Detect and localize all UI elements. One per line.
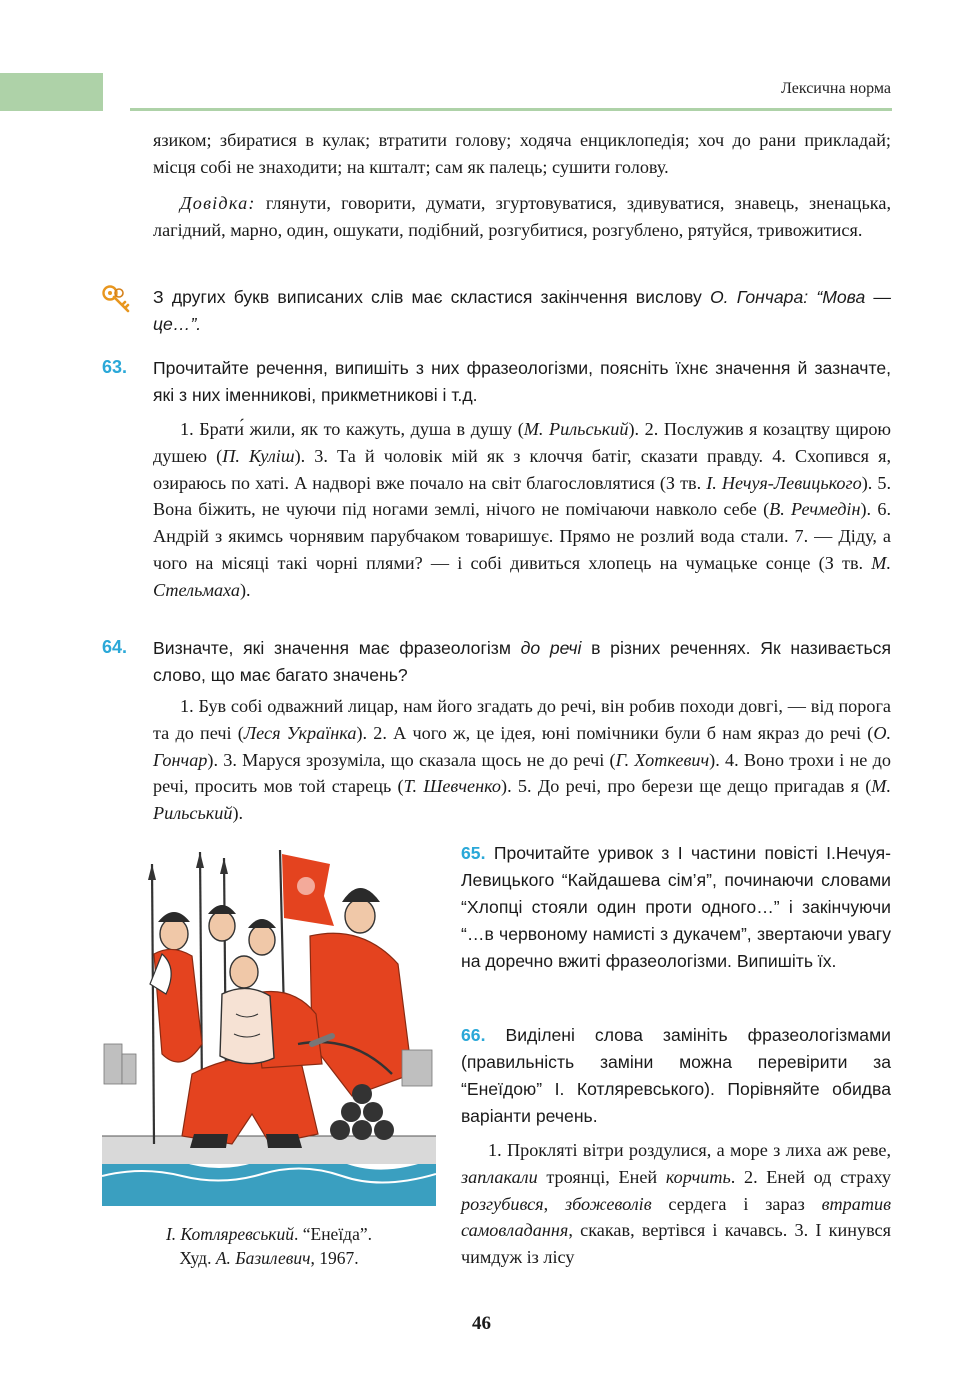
exercise-66-sentences	[461, 1137, 891, 1271]
exercise-64-task	[153, 635, 891, 689]
ex64-s4: ). 4. Воно трохи і не до речі, просить мов той старець (	[153, 749, 891, 797]
key-task-author: О. Гончара:	[709, 287, 809, 307]
ex66-s3: . 2. Еней од страху	[730, 1166, 892, 1187]
exercise-66-body: Виділені слова замініть фразеологізмами (правильність заміни можна перевірити за “Енеїдою” І. Котляревського). Порівняйте обидва варіанти речень.	[461, 1025, 891, 1126]
intro-paragraph	[153, 127, 891, 181]
ex66-emphasis-5: втратив самовладання	[461, 1193, 891, 1241]
key-task-part-a: З других букв виписаних слів має скластися закінчення вислову	[153, 287, 710, 307]
ex63-author-2: П. Куліш	[222, 445, 295, 466]
exercise-65-text	[461, 840, 891, 975]
exercise-65	[461, 840, 891, 975]
ex64-s2: ). 2. А чого ж, це ідея, юні помічники були б нам якраз до речі (	[356, 722, 874, 743]
ex66-s4: ,	[543, 1193, 566, 1214]
ex63-s4: ). 5. Вона біжить, не чуючи під ногами землі, нічого не помічаючи навколо себе (	[153, 472, 891, 520]
ex64-author-3: Г. Хоткевич	[615, 749, 710, 770]
exercise-64	[153, 635, 891, 827]
key-task-part-b: “Мова — це…”.	[153, 287, 892, 334]
ex63-s3: ). 3. Та й чоловік мій як з клоччя батіг, сказати правду. 4. Схопився я, озираюсь по хаті. А надворі вже почало на світ благословлятися (З тв.	[153, 445, 891, 493]
page-number: 46	[472, 1313, 491, 1334]
ex63-s1: 1. Брати́ жили, як то кажуть, душа в душу (	[180, 419, 524, 439]
key-icon	[100, 283, 134, 317]
ex64-author-5: М. Рильський	[153, 776, 891, 824]
running-header: Лексична норма	[780, 80, 891, 97]
ex63-author-3: І. Нечуя-Левицького	[706, 472, 862, 493]
caption-line-2	[102, 1246, 436, 1270]
ex64-s6: ).	[232, 803, 244, 824]
exercise-66	[461, 1022, 891, 1271]
ex63-author-4: В. Речмедін	[769, 499, 861, 520]
exercise-66-number: 66.	[461, 1025, 486, 1045]
ex64-task-a: Визначте, які значення має фразеологізм	[153, 638, 521, 658]
caption-title: . “Енеїда”.	[293, 1224, 372, 1244]
ex64-author-1: Леся Українка	[243, 722, 357, 743]
exercise-63	[153, 355, 891, 604]
caption-line-1	[102, 1222, 436, 1246]
header-color-tab	[0, 73, 103, 111]
ex66-s6: , скакав, вертівся і качавсь. 3. І кинувся чимдуж із лісу	[461, 1220, 891, 1268]
ex66-s1: 1. Прокляті вітри роздулися, а море з лиха аж реве,	[488, 1140, 891, 1160]
ex63-author-1: М. Рильський	[523, 419, 629, 439]
exercise-64-sentences	[153, 693, 891, 827]
exercise-64-number: 64.	[102, 637, 128, 657]
ex64-author-4: Т. Шевченко	[403, 776, 502, 797]
caption-year: , 1967.	[310, 1248, 359, 1268]
ex66-emphasis-2: корчить	[665, 1166, 731, 1187]
dovidka-label: Довідка:	[180, 193, 256, 213]
ex66-s2: троянці, Еней	[537, 1166, 666, 1187]
exercise-65-number: 65.	[461, 843, 486, 863]
key-task-text	[153, 284, 891, 338]
caption-author: І. Котляревський	[165, 1224, 294, 1244]
ex64-s3: ). 3. Маруся зрозуміла, що сказала щось не до речі (	[207, 749, 616, 770]
ex63-author-5: М. Стельмаха	[153, 552, 891, 600]
key-task	[153, 284, 891, 338]
ex64-phrase: до речі	[520, 638, 582, 658]
ex64-task-b: в різних реченнях. Як називається слово, що має багато значень?	[153, 638, 892, 685]
dovidka-block	[153, 190, 891, 244]
caption-art-label: Худ.	[179, 1248, 216, 1268]
header-rule	[130, 108, 892, 111]
exercise-65-body: Прочитайте уривок з І частини повісті І.Нечуя-Левицького “Кайдашева сім’я”, починаючи словами “Хлопці стояли один проти одного…” і закінчуючи “…в червоному намисті з дукачем”, звертаючи увагу на доречно вжиті фразеологізми. Випишіть їх.	[461, 843, 891, 971]
ex64-author-2: О. Гончар	[153, 722, 891, 770]
dovidka-text	[153, 190, 891, 244]
ex63-s2: ). 2. Послужив я козацтву щирою душею (	[153, 419, 892, 466]
exercise-66-task	[461, 1022, 891, 1130]
cossacks-illustration	[102, 844, 436, 1206]
ex64-s5: ). 5. До речі, про берези ще дещо пригадав я (	[501, 776, 872, 797]
dovidka-words: глянути, говорити, думати, згуртовуватися, здивуватися, знавець, зненацька, лагідний, марно, один, ошукати, подібний, розгубитися, розгублено, рятуйся, тривожитися.	[153, 193, 891, 240]
ex66-emphasis-4: збожеволів	[565, 1193, 652, 1214]
ex66-emphasis-1: заплакали	[461, 1166, 538, 1187]
caption-artist: А. Базилевич	[215, 1248, 311, 1268]
intro-text: язиком; збиратися в кулак; втратити голову; ходяча енциклопедія; хоч до рани прикладай; місця собі не знаходити; на кшталт; сам як палець; сушити голову.	[153, 130, 891, 177]
ex64-s1: 1. Був собі одважний лицар, нам його згадать до речі, він робив походи довгі, — від порога та до печі (	[153, 696, 891, 743]
exercise-63-number: 63.	[102, 357, 128, 377]
ex63-s6: ).	[239, 579, 251, 600]
illustration-caption	[102, 1222, 436, 1270]
ex63-s5: ). 6. Андрій з якимсь чорнявим парубчаком товаришує. Прямо не розлий вода стали. 7. — Діду, а чого на місяці такі чорні плями? — і собі дивиться хлопець на чумацьке сонце (З тв.	[153, 499, 891, 573]
ex66-s5: сердега і зараз	[651, 1193, 822, 1214]
ex66-emphasis-3: розгубився	[461, 1193, 544, 1214]
exercise-63-task: Прочитайте речення, випишіть з них фразеологізми, поясніть їхнє значення й зазначте, які з них іменникові, прикметникові і т.д.	[153, 358, 891, 405]
exercise-63-sentences	[153, 416, 891, 604]
